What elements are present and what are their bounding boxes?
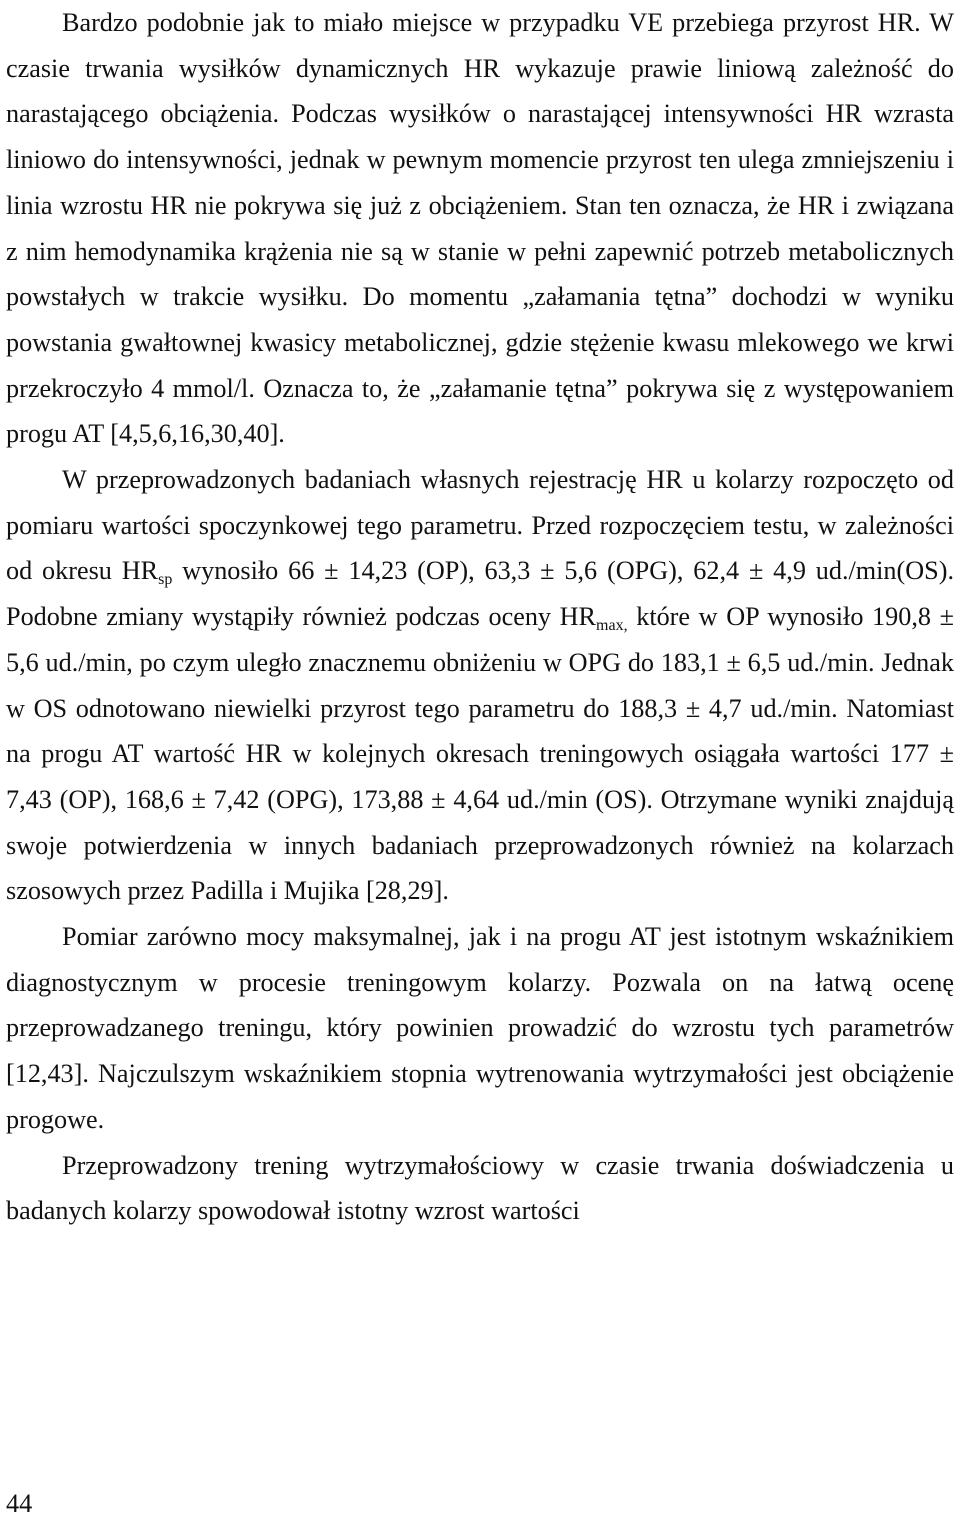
paragraph-hr-increase <box>6 0 954 457</box>
paragraph-text: wynosiło 66 ± 14,23 (OP), 63,3 ± 5,6 (OPG), 62,4 ± 4,9 ud./min(OS). Podobne zmiany wystąpiły również podczas oceny HR <box>6 556 954 632</box>
paragraph-text: Przeprowadzony trening wytrzymałościowy w czasie trwania doświadczenia u badanych kolarzy spowodował istotny wzrost wartości <box>6 1150 954 1226</box>
document-page <box>6 0 954 1234</box>
paragraph-own-research <box>6 457 954 914</box>
paragraph-power-measurement <box>6 914 954 1143</box>
page-number: 44 <box>6 1489 33 1518</box>
subscript-sp: sp <box>158 571 173 589</box>
paragraph-text: Bardzo podobnie jak to miało miejsce w przypadku VE przebiega przyrost HR. W czasie trwania wysiłków dynamicznych HR wykazuje prawie liniową zależność do narastającego obciążenia. Podczas wysiłków o narastającej intensywności HR wzrasta liniowo do intensywności, jednak w pewnym momencie przyrost ten ulega zmniejszeniu i linia wzrostu HR nie pokrywa się już z obciążeniem. Stan ten oznacza, że HR i związana z nim hemodynamika krążenia nie są w stanie w pełni zapewnić potrzeb metabolicznych powstałych w trakcie wysiłku. Do momentu „załamania tętna” dochodzi w wyniku powstania gwałtownej kwasicy metabolicznej, gdzie stężenie kwasu mlekowego we krwi przekroczyło 4 mmol/l. Oznacza to, że „załamanie tętna” pokrywa się z występowaniem progu AT [4,5,6,16,30,40]. <box>6 8 954 449</box>
paragraph-text: W przeprowadzonych badaniach własnych rejestrację HR u kolarzy rozpoczęto od pomiaru wartości spoczynkowej tego parametru. Przed rozpoczęciem testu, w zależności od okresu HR <box>6 465 954 586</box>
paragraph-endurance-training <box>6 1143 954 1234</box>
subscript-max: max, <box>596 617 628 635</box>
paragraph-text: które w OP wynosiło 190,8 ± 5,6 ud./min, po czym uległo znacznemu obniżeniu w OPG do 183,1 ± 6,5 ud./min. Jednak w OS odnotowano niewielki przyrost tego parametru do 188,3 ± 4,7 ud./min. Natomiast na progu AT wartość HR w kolejnych okresach treningowych osiągała wartości 177 ± 7,43 (OP), 168,6 ± 7,42 (OPG), 173,88 ± 4,64 ud./min (OS). Otrzymane wyniki znajdują swoje potwierdzenia w innych badaniach przeprowadzonych również na kolarzach szosowych przez Padilla i Mujika [28,29]. <box>6 602 954 906</box>
paragraph-text: Pomiar zarówno mocy maksymalnej, jak i na progu AT jest istotnym wskaźnikiem diagnostycznym w procesie treningowym kolarzy. Pozwala on na łatwą ocenę przeprowadzanego treningu, który powinien prowadzić do wzrostu tych parametrów [12,43]. Najczulszym wskaźnikiem stopnia wytrenowania wytrzymałości jest obciążenie progowe. <box>6 922 954 1134</box>
